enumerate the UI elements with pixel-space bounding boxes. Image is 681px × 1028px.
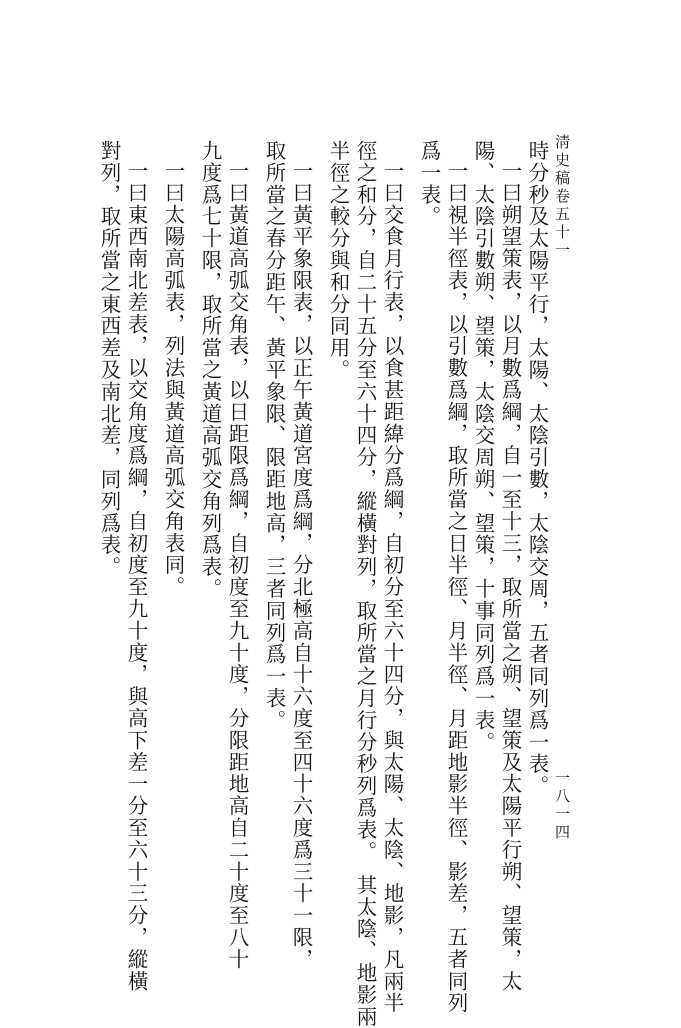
text-column-15: 對列，取所當之東西差及南北差，同列爲表。 (97, 140, 121, 578)
text-column-12: 九度爲七十限，取所當之黃道高弧交角列爲表。 (198, 140, 222, 600)
text-column-1: 時分秒及太陽平行，太陽、太陰引數，太陰交周，五者同列爲一表。 (525, 140, 549, 797)
text-column-9: 一曰黃平象限表，以正午黃道宮度爲綱，分北極高自十六度至四十六度爲三十一限， (289, 160, 313, 971)
text-column-13: 一曰太陽高弧表，列法與黃道高弧交角表同。 (161, 160, 185, 598)
text-column-7: 徑之和分，自二十五分至六十四分，縱橫對列，取所當之月行分秒列爲表。 其太陰、地影兩 (353, 140, 377, 1028)
text-column-3: 陽、太陰引數朔、望策，太陰交周朔、望策，十事同列爲一表。 (471, 140, 495, 754)
text-column-4: 一曰視半徑表，以引數爲綱，取所當之日半徑、月半徑、月距地影半徑、影差，五者同列 (444, 160, 468, 1015)
text-column-10: 取所當之春分距午、黃平象限、限距地高，三者同列爲一表。 (262, 140, 286, 732)
text-column-2: 一曰朔望策表，以月數爲綱，自一至十三，取所當之朔、望策及太陽平行朔、望策，太 (498, 160, 522, 993)
text-column-14: 一曰東西南北差表，以交角度爲綱，自初度至九十度，與高下差一分至六十三分，縱橫 (124, 160, 148, 993)
running-title: 淸史稿卷五十一 (553, 134, 571, 260)
text-column-8: 半徑之較分與和分同用。 (326, 140, 350, 381)
text-column-11: 一曰黃道高弧交角表，以日距限爲綱，自初度至九十度，分限距地高自二十度至八十 (225, 160, 249, 971)
text-column-6: 一曰交食月行表，以食甚距緯分爲綱，自初分至六十四分，與太陽、太陰、地影，凡兩半 (380, 160, 404, 1015)
text-column-5: 爲一表。 (417, 140, 441, 228)
page-number: 一八一四 (553, 770, 571, 842)
